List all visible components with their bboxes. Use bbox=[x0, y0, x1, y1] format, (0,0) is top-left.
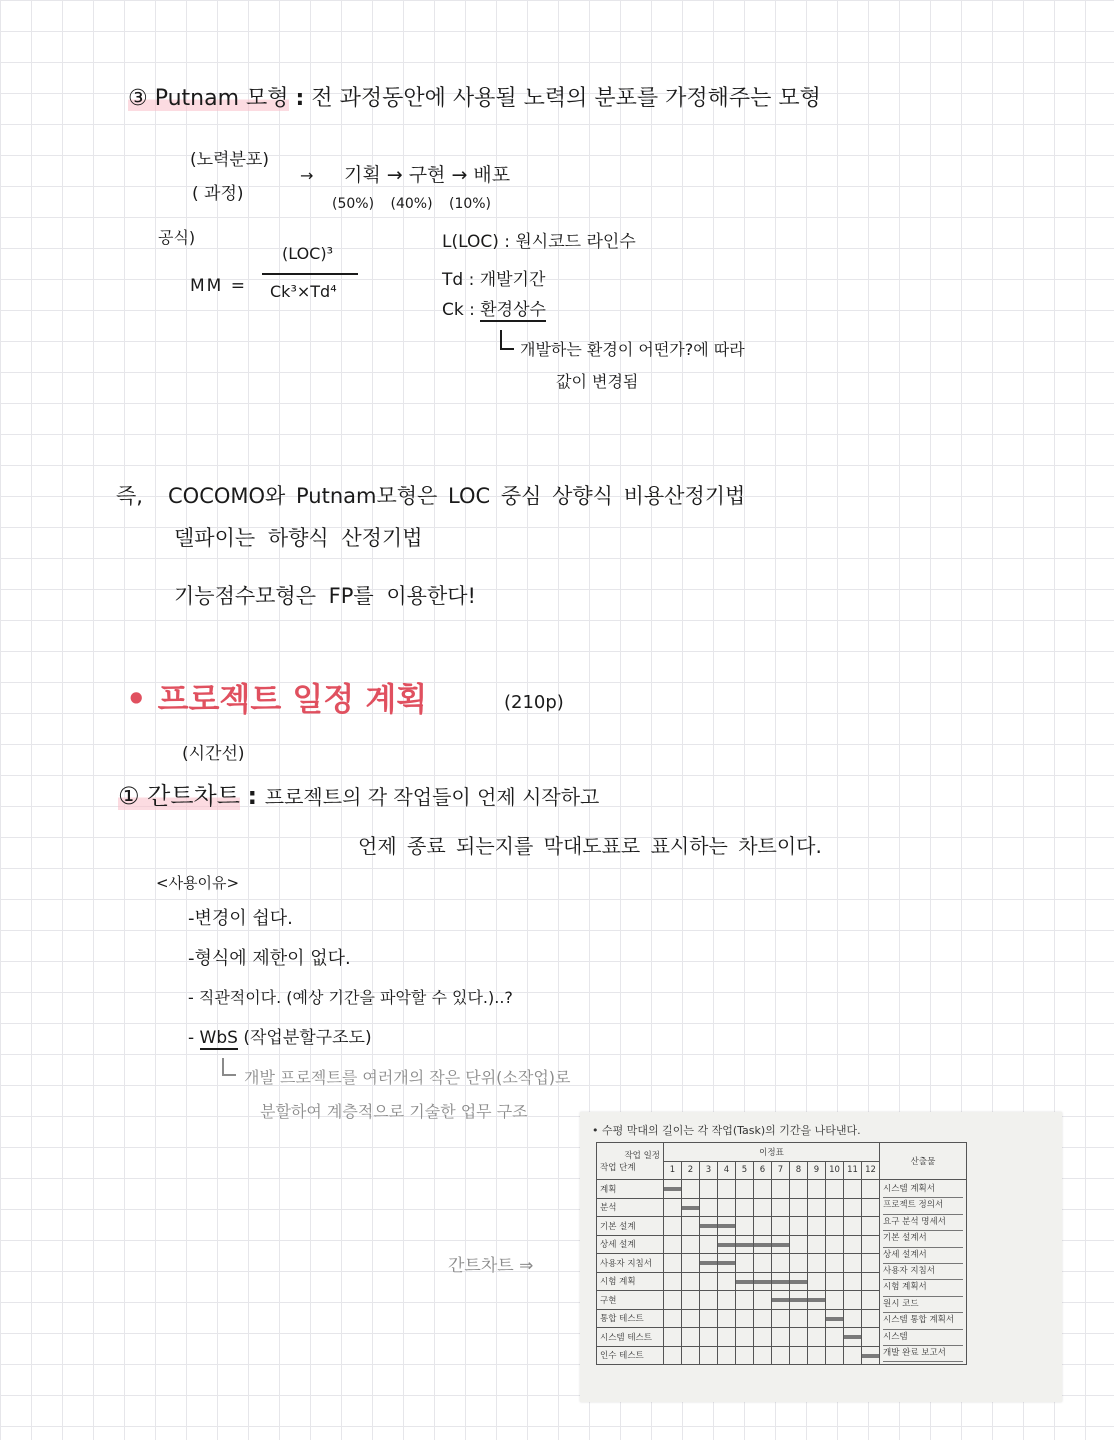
var-ck-label: Ck : bbox=[442, 300, 481, 320]
month-cell bbox=[700, 1272, 718, 1291]
summary-prefix: 즉, bbox=[116, 484, 143, 508]
month-cell bbox=[826, 1180, 844, 1199]
month-header: 11 bbox=[844, 1161, 862, 1180]
month-cell bbox=[682, 1217, 700, 1236]
month-cell bbox=[736, 1198, 754, 1217]
output-item: 사용자 지침서 bbox=[883, 1264, 963, 1280]
var-ck-value: 환경상수 bbox=[480, 300, 546, 320]
month-cell bbox=[862, 1180, 880, 1199]
month-header: 5 bbox=[736, 1161, 754, 1180]
month-cell bbox=[808, 1217, 826, 1236]
gantt-pointer: 간트차트 ⇒ bbox=[448, 1256, 534, 1276]
task-label: 계획 bbox=[597, 1180, 664, 1199]
month-cell bbox=[826, 1291, 844, 1310]
output-item: 요구 분석 명세서 bbox=[883, 1215, 963, 1231]
month-cell bbox=[718, 1309, 736, 1328]
month-cell bbox=[772, 1254, 790, 1273]
month-cell bbox=[736, 1272, 754, 1291]
gantt-table bbox=[596, 1142, 967, 1365]
month-cell bbox=[826, 1346, 844, 1365]
month-cell bbox=[700, 1328, 718, 1347]
putnam-title: Putnam 모형 bbox=[154, 86, 289, 111]
gantt-desc2: 언제 종료 되는지를 막대도표로 표시하는 차트이다. bbox=[358, 834, 822, 858]
task-bar bbox=[718, 1261, 735, 1265]
month-cell bbox=[790, 1328, 808, 1347]
process-flow: 기획 → 구현 → 배포 bbox=[344, 164, 511, 186]
task-bar bbox=[700, 1224, 717, 1228]
var-loc: L(LOC) : 원시코드 라인수 bbox=[442, 232, 636, 252]
month-cell bbox=[844, 1346, 862, 1365]
month-cell bbox=[808, 1309, 826, 1328]
var-ck bbox=[442, 300, 546, 320]
month-cell bbox=[736, 1328, 754, 1347]
month-cell bbox=[718, 1291, 736, 1310]
month-cell bbox=[844, 1272, 862, 1291]
month-cell bbox=[700, 1291, 718, 1310]
month-cell bbox=[754, 1180, 772, 1199]
task-label: 통합 테스트 bbox=[597, 1309, 664, 1328]
month-cell bbox=[790, 1198, 808, 1217]
month-cell bbox=[664, 1180, 682, 1199]
label-process: ( 과정) bbox=[192, 184, 244, 204]
gantt-desc1: 프로젝트의 각 작업들이 언제 시작하고 bbox=[264, 785, 600, 809]
task-bar bbox=[718, 1224, 735, 1228]
formula-denominator: Ck³×Td⁴ bbox=[270, 282, 337, 301]
process-percentages: (50%) (40%) (10%) bbox=[332, 196, 492, 212]
month-cell bbox=[718, 1198, 736, 1217]
month-cell bbox=[808, 1346, 826, 1365]
wbs-desc: (작업분할구조도) bbox=[243, 1028, 372, 1048]
month-cell bbox=[790, 1217, 808, 1236]
flow-arrow: → bbox=[300, 166, 314, 185]
month-header: 4 bbox=[718, 1161, 736, 1180]
month-cell bbox=[754, 1346, 772, 1365]
var-td: Td : 개발기간 bbox=[442, 270, 546, 290]
gantt-chart-image bbox=[580, 1112, 1062, 1402]
task-bar bbox=[700, 1261, 717, 1265]
month-cell bbox=[682, 1291, 700, 1310]
month-cell bbox=[862, 1217, 880, 1236]
gantt-row bbox=[597, 1180, 967, 1199]
schedule-title-row bbox=[126, 680, 427, 718]
gantt-corner bbox=[597, 1143, 664, 1180]
month-cell bbox=[844, 1180, 862, 1199]
month-header: 8 bbox=[790, 1161, 808, 1180]
month-cell bbox=[664, 1254, 682, 1273]
month-cell bbox=[700, 1309, 718, 1328]
task-bar bbox=[664, 1187, 681, 1191]
wbs-dash: - bbox=[188, 1028, 200, 1048]
month-cell bbox=[754, 1309, 772, 1328]
putnam-heading bbox=[128, 86, 821, 112]
month-cell bbox=[718, 1254, 736, 1273]
month-cell bbox=[736, 1217, 754, 1236]
month-cell bbox=[826, 1235, 844, 1254]
month-cell bbox=[700, 1198, 718, 1217]
month-cell bbox=[862, 1291, 880, 1310]
gantt-number: ① bbox=[118, 782, 140, 810]
month-cell bbox=[808, 1235, 826, 1254]
task-bar bbox=[772, 1298, 789, 1302]
month-cell bbox=[844, 1198, 862, 1217]
summary-line1: COCOMO와 Putnam모형은 LOC 중심 상향식 비용산정기법 bbox=[168, 484, 746, 508]
month-cell bbox=[736, 1346, 754, 1365]
month-header: 2 bbox=[682, 1161, 700, 1180]
month-header: 12 bbox=[862, 1161, 880, 1180]
task-bar bbox=[790, 1298, 807, 1302]
month-cell bbox=[844, 1328, 862, 1347]
month-header: 10 bbox=[826, 1161, 844, 1180]
task-bar bbox=[754, 1243, 771, 1247]
gantt-colon: : bbox=[247, 782, 258, 810]
task-label: 인수 테스트 bbox=[597, 1346, 664, 1365]
month-cell bbox=[772, 1309, 790, 1328]
month-cell bbox=[736, 1309, 754, 1328]
output-header: 산출물 bbox=[880, 1143, 967, 1180]
month-cell bbox=[664, 1235, 682, 1254]
month-cell bbox=[682, 1272, 700, 1291]
output-item: 개발 완료 보고서 bbox=[883, 1346, 963, 1362]
wbs-note-arrow bbox=[222, 1058, 236, 1076]
month-cell bbox=[790, 1291, 808, 1310]
month-cell bbox=[790, 1180, 808, 1199]
month-cell bbox=[808, 1291, 826, 1310]
month-cell bbox=[754, 1291, 772, 1310]
fraction-bar bbox=[262, 273, 358, 275]
putnam-description: 전 과정동안에 사용될 노력의 분포를 가정해주는 모형 bbox=[311, 86, 821, 111]
gantt-title: 간트차트 bbox=[147, 782, 240, 810]
output-item: 원시 코드 bbox=[883, 1297, 963, 1313]
wbs-note-line2: 분할하여 계층적으로 기술한 업무 구조 bbox=[260, 1102, 528, 1121]
task-label: 시험 계획 bbox=[597, 1272, 664, 1291]
month-cell bbox=[682, 1309, 700, 1328]
month-cell bbox=[736, 1291, 754, 1310]
month-cell bbox=[808, 1254, 826, 1273]
task-label: 상세 설계 bbox=[597, 1235, 664, 1254]
summary-line2: 델파이는 하향식 산정기법 bbox=[174, 526, 423, 550]
month-cell bbox=[826, 1272, 844, 1291]
month-cell bbox=[700, 1180, 718, 1199]
task-bar bbox=[754, 1280, 771, 1284]
task-label: 시스템 테스트 bbox=[597, 1328, 664, 1347]
month-cell bbox=[754, 1328, 772, 1347]
month-cell bbox=[754, 1235, 772, 1254]
month-cell bbox=[826, 1217, 844, 1236]
outputs-cell bbox=[880, 1180, 967, 1365]
month-cell bbox=[844, 1235, 862, 1254]
month-cell bbox=[664, 1272, 682, 1291]
month-cell bbox=[700, 1235, 718, 1254]
output-item: 시스템 통합 계획서 bbox=[883, 1313, 963, 1329]
gantt-body bbox=[597, 1180, 967, 1365]
month-cell bbox=[808, 1328, 826, 1347]
ck-note-line1: 개발하는 환경이 어떤가?에 따라 bbox=[520, 340, 745, 359]
putnam-colon: : bbox=[295, 86, 305, 111]
task-bar bbox=[736, 1280, 753, 1284]
wbs-term: WbS bbox=[199, 1028, 238, 1048]
month-cell bbox=[682, 1180, 700, 1199]
month-cell bbox=[718, 1217, 736, 1236]
month-header: 6 bbox=[754, 1161, 772, 1180]
month-cell bbox=[700, 1217, 718, 1236]
month-cell bbox=[664, 1346, 682, 1365]
label-effort: (노력분포) bbox=[190, 150, 269, 170]
month-cell bbox=[808, 1272, 826, 1291]
month-cell bbox=[736, 1235, 754, 1254]
month-cell bbox=[700, 1346, 718, 1365]
month-cell bbox=[664, 1198, 682, 1217]
month-cell bbox=[772, 1346, 790, 1365]
month-cell bbox=[682, 1198, 700, 1217]
month-cell bbox=[772, 1180, 790, 1199]
reasons-label: <사용이유> bbox=[156, 874, 240, 892]
task-bar bbox=[844, 1335, 861, 1339]
month-cell bbox=[718, 1272, 736, 1291]
gantt-caption: • 수평 막대의 길이는 각 작업(Task)의 기간을 나타낸다. bbox=[592, 1124, 861, 1137]
schedule-title: 프로젝트 일정 계획 bbox=[157, 680, 428, 718]
month-cell bbox=[772, 1272, 790, 1291]
month-cell bbox=[682, 1254, 700, 1273]
month-cell bbox=[844, 1217, 862, 1236]
task-bar bbox=[772, 1280, 789, 1284]
month-cell bbox=[772, 1328, 790, 1347]
gantt-heading bbox=[118, 782, 599, 811]
reason-item: -형식에 제한이 없다. bbox=[188, 948, 351, 969]
month-cell bbox=[790, 1272, 808, 1291]
task-bar bbox=[682, 1206, 699, 1210]
month-cell bbox=[808, 1198, 826, 1217]
month-cell bbox=[826, 1328, 844, 1347]
month-cell bbox=[772, 1235, 790, 1254]
corner-bottom: 작업 단계 bbox=[600, 1163, 636, 1173]
formula-numerator: (LOC)³ bbox=[282, 244, 334, 263]
month-cell bbox=[790, 1235, 808, 1254]
month-cell bbox=[862, 1272, 880, 1291]
ck-note-arrow bbox=[500, 330, 514, 350]
month-cell bbox=[754, 1198, 772, 1217]
task-bar bbox=[736, 1243, 753, 1247]
putnam-number: ③ bbox=[128, 86, 148, 111]
month-cell bbox=[664, 1328, 682, 1347]
month-cell bbox=[754, 1254, 772, 1273]
month-cell bbox=[844, 1254, 862, 1273]
month-header: 1 bbox=[664, 1161, 682, 1180]
month-cell bbox=[844, 1309, 862, 1328]
month-header: 9 bbox=[808, 1161, 826, 1180]
month-cell bbox=[862, 1254, 880, 1273]
month-cell bbox=[790, 1309, 808, 1328]
month-cell bbox=[718, 1346, 736, 1365]
task-bar bbox=[772, 1243, 789, 1247]
month-cell bbox=[826, 1309, 844, 1328]
ck-note-line2: 값이 변경됨 bbox=[556, 372, 639, 391]
task-bar bbox=[862, 1354, 879, 1358]
wbs-line bbox=[188, 1028, 372, 1048]
output-item: 시험 계획서 bbox=[883, 1280, 963, 1296]
task-bar bbox=[718, 1243, 735, 1247]
output-item: 상세 설계서 bbox=[883, 1248, 963, 1264]
month-cell bbox=[682, 1328, 700, 1347]
month-cell bbox=[862, 1235, 880, 1254]
month-cell bbox=[808, 1180, 826, 1199]
month-cell bbox=[736, 1254, 754, 1273]
month-cell bbox=[790, 1346, 808, 1365]
task-label: 구현 bbox=[597, 1291, 664, 1310]
task-bar bbox=[826, 1317, 843, 1321]
month-header: 3 bbox=[700, 1161, 718, 1180]
month-cell bbox=[700, 1254, 718, 1273]
timeline-label: (시간선) bbox=[182, 744, 245, 764]
task-label: 기본 설계 bbox=[597, 1217, 664, 1236]
month-cell bbox=[772, 1291, 790, 1310]
month-cell bbox=[664, 1291, 682, 1310]
month-cell bbox=[844, 1291, 862, 1310]
month-cell bbox=[862, 1309, 880, 1328]
month-cell bbox=[772, 1198, 790, 1217]
month-cell bbox=[718, 1328, 736, 1347]
milestone-header: 이정표 bbox=[664, 1143, 880, 1162]
month-header: 7 bbox=[772, 1161, 790, 1180]
month-cell bbox=[682, 1346, 700, 1365]
schedule-page-ref: (210p) bbox=[504, 692, 564, 713]
month-cell bbox=[754, 1272, 772, 1291]
month-cell bbox=[772, 1217, 790, 1236]
month-cell bbox=[664, 1217, 682, 1236]
formula-lhs: MM = bbox=[190, 276, 247, 296]
month-cell bbox=[826, 1198, 844, 1217]
formula-label: 공식) bbox=[158, 228, 196, 247]
month-cell bbox=[682, 1235, 700, 1254]
month-cell bbox=[718, 1235, 736, 1254]
month-cell bbox=[862, 1198, 880, 1217]
summary-line3: 기능점수모형은 FP를 이용한다! bbox=[174, 584, 476, 608]
month-cell bbox=[862, 1328, 880, 1347]
month-cell bbox=[718, 1180, 736, 1199]
output-item: 시스템 계획서 bbox=[883, 1182, 963, 1198]
corner-top: 작업 일정 bbox=[624, 1151, 660, 1161]
task-label: 사용자 지침서 bbox=[597, 1254, 664, 1273]
wbs-note-line1: 개발 프로젝트를 여러개의 작은 단위(소작업)로 bbox=[244, 1068, 571, 1087]
schedule-bullet: • bbox=[126, 680, 147, 718]
reason-item: -변경이 쉽다. bbox=[188, 908, 293, 929]
month-cell bbox=[862, 1346, 880, 1365]
output-item: 시스템 bbox=[883, 1330, 963, 1346]
reason-item: - 직관적이다. (예상 기간을 파악할 수 있다.)..? bbox=[188, 988, 513, 1007]
task-label: 분석 bbox=[597, 1198, 664, 1217]
month-cell bbox=[826, 1254, 844, 1273]
month-cell bbox=[736, 1180, 754, 1199]
task-bar bbox=[790, 1280, 807, 1284]
task-bar bbox=[808, 1298, 825, 1302]
output-item: 프로젝트 정의서 bbox=[883, 1198, 963, 1214]
output-item: 기본 설계서 bbox=[883, 1231, 963, 1247]
month-cell bbox=[754, 1217, 772, 1236]
month-cell bbox=[790, 1254, 808, 1273]
month-cell bbox=[664, 1309, 682, 1328]
